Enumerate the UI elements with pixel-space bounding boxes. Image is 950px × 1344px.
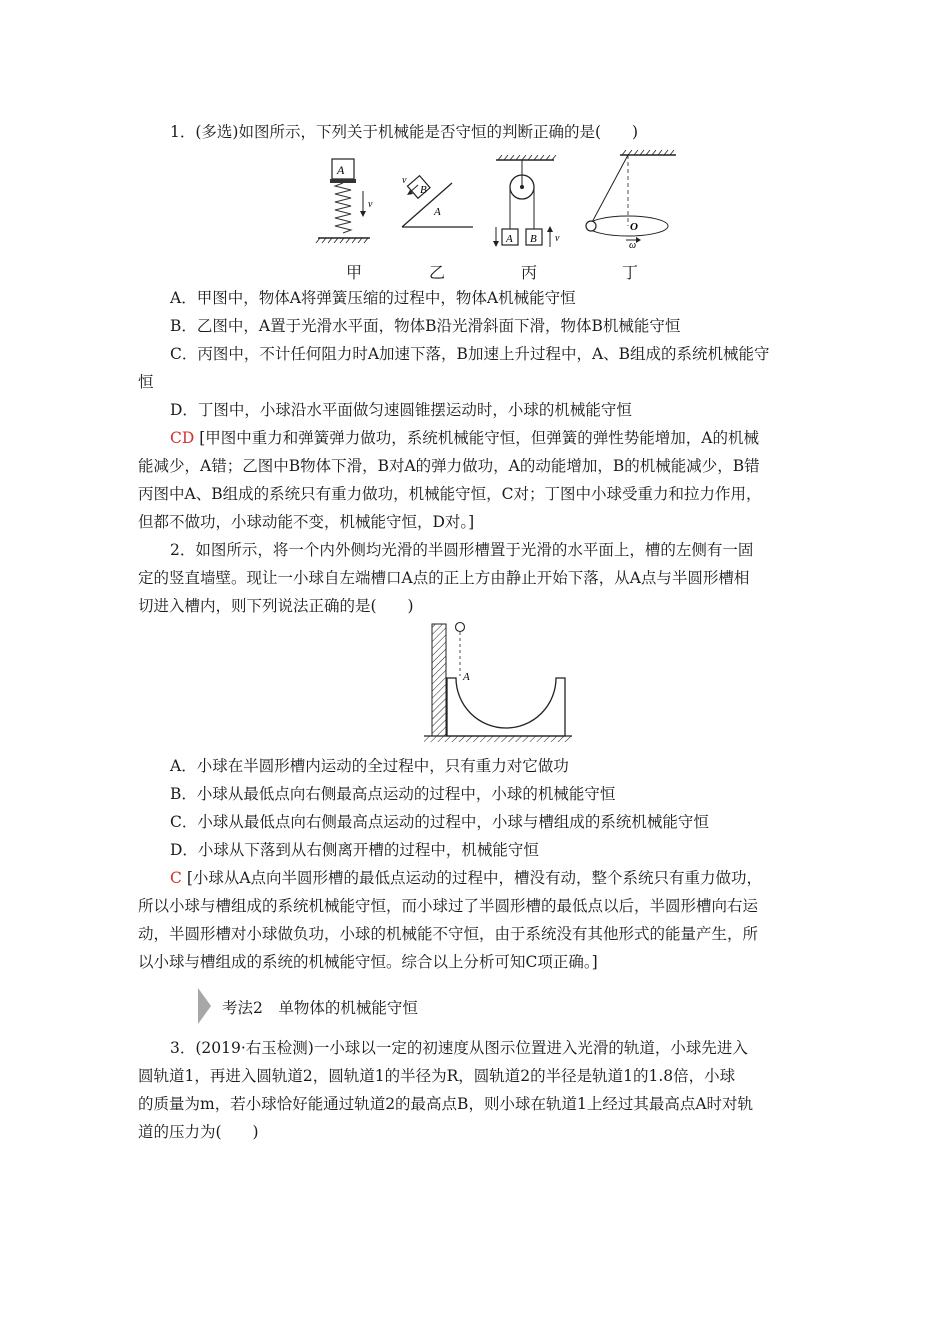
section-marker: [198, 988, 211, 1024]
fig-jia-label-A: A: [337, 163, 345, 177]
caption-ding: 丁: [622, 263, 639, 282]
q2-option-d: D．小球从下落到从右侧离开槽的过程中，机械能守恒: [170, 841, 539, 859]
q3-stem-3: 的质量为m，若小球恰好能通过轨道2的最高点B，则小球在轨道1上经过其最高点A时对轨: [138, 1095, 754, 1113]
q2-stem-2: 定的竖直墙壁。现让一小球自左端槽口A点的正上方由静止开始下落，从A点与半圆形槽相: [138, 569, 750, 587]
section-title: 考法2 单物体的机械能守恒: [222, 999, 418, 1017]
section-heading: [198, 988, 498, 1024]
fig-bing-label-B: B: [530, 233, 537, 245]
figure-bing: [488, 155, 568, 250]
caption-jia: 甲: [346, 263, 363, 282]
figure-yi: [398, 165, 478, 235]
q2-answer-key: C: [170, 869, 182, 887]
q2-answer-line-2: 所以小球与槽组成的系统机械能守恒，而小球过了半圆形槽的最低点以后，半圆形槽向右运: [138, 897, 759, 915]
q1-answer-line-4: 但都不做功，小球动能不变，机械能守恒，D对。]: [138, 513, 475, 531]
q2-option-b: B．小球从最低点向右侧最高点运动的过程中，小球的机械能守恒: [170, 785, 616, 803]
q3-stem-2: 圆轨道1，再进入圆轨道2，圆轨道1的半径为R，圆轨道2的半径是轨道1的1.8倍，小球: [138, 1067, 736, 1085]
q3-stem-1: 3．(2019·右玉检测)一小球以一定的初速度从图示位置进入光滑的轨道，小球先进入: [170, 1039, 748, 1057]
fig-groove-label-A: A: [463, 671, 470, 683]
fig-bing-label-v: v: [555, 233, 560, 244]
q1-option-c-2: 恒: [138, 373, 154, 391]
q1-stem: 1．(多选)如图所示，下列关于机械能是否守恒的判断正确的是( ): [170, 123, 639, 141]
q1-option-c-1: C．丙图中，不计任何阻力时A加速下落，B加速上升过程中，A、B组成的系统机械能守: [170, 345, 770, 363]
fig-bing-label-A: A: [506, 233, 513, 245]
q3-stem-4: 道的压力为( ): [138, 1123, 259, 1141]
q1-answer-line-1: [170, 428, 759, 448]
q2-answer-line-1: [170, 868, 762, 888]
fig-ding-label-omega: ω: [629, 240, 637, 248]
q1-option-b: B．乙图中，A置于光滑水平面，物体B沿光滑斜面下滑，物体B机械能守恒: [170, 317, 681, 335]
fig-jia-label-v: v: [368, 199, 373, 210]
q2-stem-3: 切进入槽内，则下列说法正确的是( ): [138, 597, 414, 615]
q1-option-a: A．甲图中，物体A将弹簧压缩的过程中，物体A机械能守恒: [170, 289, 576, 307]
fig-ding-label-O: O: [630, 221, 638, 233]
caption-yi: 乙: [429, 263, 446, 282]
figure-jia: [310, 155, 380, 245]
q2-answer-line-4: 以小球与槽组成的系统的机械能守恒。综合以上分析可知C项正确。]: [138, 953, 598, 971]
q1-answer-line-3: 丙图中A、B组成的系统只有重力做功，机械能守恒，C对；丁图中小球受重力和拉力作用，: [138, 485, 762, 503]
q2-stem-1: 2．如图所示，将一个内外侧均光滑的半圆形槽置于光滑的水平面上，槽的左侧有一固: [170, 541, 754, 559]
figure-semicircle-groove: [420, 618, 580, 748]
figure-ding: [580, 148, 680, 248]
q1-option-d: D．丁图中，小球沿水平面做匀速圆锥摆运动时，小球的机械能守恒: [170, 401, 632, 419]
q2-option-a: A．小球在半圆形槽内运动的全过程中，只有重力对它做功: [170, 757, 569, 775]
fig-yi-label-A: A: [434, 206, 441, 218]
q2-option-c: C．小球从最低点向右侧最高点运动的过程中，小球与槽组成的系统机械能守恒: [170, 813, 709, 831]
q2-answer-text-1: [小球从A点向半圆形槽的最低点运动的过程中，槽没有动，整个系统只有重力做功，: [186, 869, 763, 887]
fig-yi-label-v: v: [402, 175, 407, 186]
q1-answer-text-1: [甲图中重力和弹簧弹力做功，系统机械能守恒，但弹簧的弹性势能增加，A的机械: [199, 429, 759, 447]
q2-answer-line-3: 动，半圆形槽对小球做负功，小球的机械能不守恒，由于系统没有其他形式的能量产生，所: [138, 925, 759, 943]
q1-answer-key: CD: [170, 429, 195, 447]
fig-yi-label-B: B: [420, 184, 427, 196]
q1-answer-line-2: 能减少，A错；乙图中B物体下滑，B对A的弹力做功，A的动能增加，B的机械能减少，B错: [138, 457, 760, 475]
caption-bing: 丙: [521, 263, 538, 282]
